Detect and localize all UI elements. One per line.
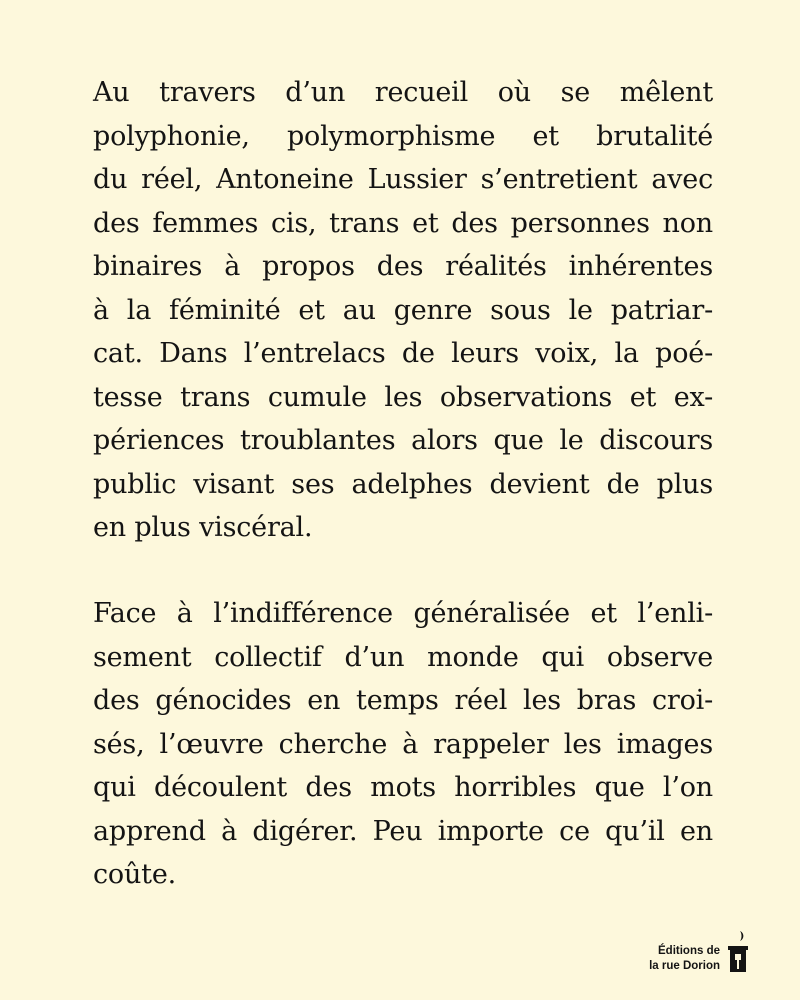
- publisher-name: [622, 944, 720, 974]
- text-line: Face à l’indifférence généralisée et l’enli-: [93, 598, 713, 629]
- text-line: tesse trans cumule les observations et ex-: [93, 381, 713, 413]
- lantern-moon-logo-icon: [727, 929, 749, 974]
- text-line: qui découlent des mots horribles que l’on: [93, 772, 713, 803]
- text-line: à la féminité et au genre sous le patriar-: [93, 294, 713, 326]
- paragraph-1: [93, 71, 713, 550]
- text-line: en plus viscéral.: [93, 512, 313, 543]
- text-line: périences troublantes alors que le discours: [93, 425, 713, 456]
- text-line: binaires à propos des réalités inhérentes: [93, 251, 713, 282]
- text-line: coûte.: [93, 859, 176, 890]
- text-line: des femmes cis, trans et des personnes non: [93, 207, 713, 239]
- text-line: des génocides en temps réel les bras croi-: [93, 685, 713, 716]
- text-line: du réel, Antoneine Lussier s’entretient avec: [93, 164, 713, 195]
- paragraph-2: [93, 592, 713, 897]
- text-line: public visant ses adelphes devient de plus: [93, 468, 713, 500]
- text-line: sement collectif d’un monde qui observe: [93, 641, 713, 673]
- publisher-line-1: Éditions de: [658, 945, 720, 957]
- text-line: Au travers d’un recueil où se mêlent: [93, 77, 713, 108]
- text-line: sés, l’œuvre cherche à rappeler les images: [93, 728, 713, 760]
- text-line: apprend à digérer. Peu importe ce qu’il en: [93, 815, 713, 847]
- publisher-line-2: la rue Dorion: [649, 960, 720, 972]
- text-line: polyphonie, polymorphisme et brutalité: [93, 120, 713, 152]
- text-line: cat. Dans l’entrelacs de leurs voix, la poé-: [93, 338, 713, 369]
